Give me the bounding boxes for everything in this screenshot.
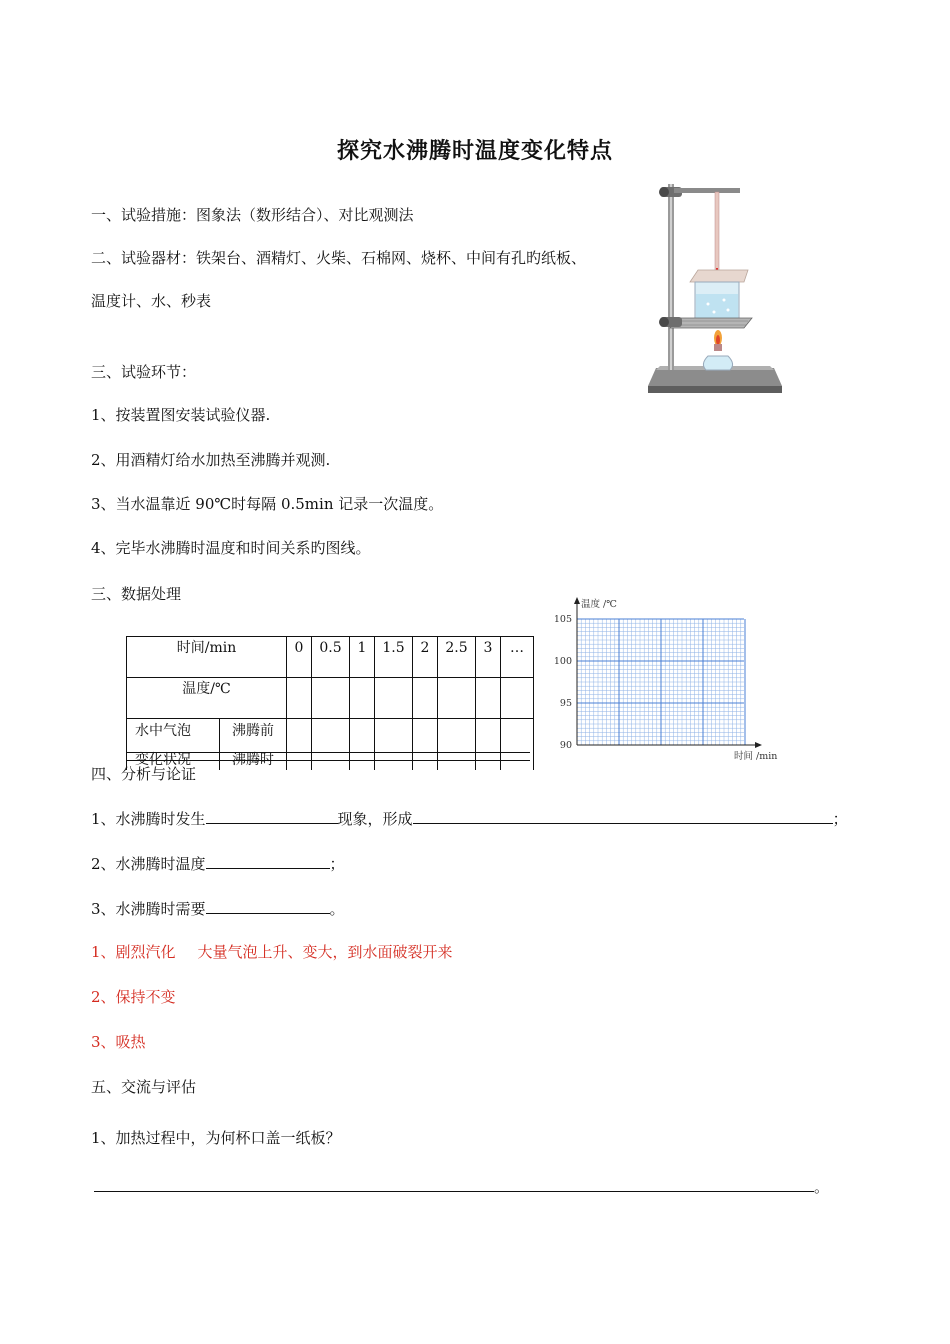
section-evaluation: 五、交流与评估 <box>91 1078 197 1096</box>
section-equipment-cont: 温度计、水、秒表 <box>91 292 212 310</box>
time-label: 时间/min <box>127 637 287 678</box>
x-axis-arrow-icon <box>755 742 762 748</box>
time-cell: 2.5 <box>438 637 476 678</box>
bubble-cell[interactable] <box>287 719 312 771</box>
question-1 <box>91 808 848 829</box>
q3-blank[interactable] <box>206 898 330 914</box>
section-steps: 三、试验环节： <box>91 363 197 381</box>
temp-cell[interactable] <box>287 678 312 719</box>
q1-blank-1[interactable] <box>206 808 338 824</box>
q3-text-b: 。 <box>329 900 345 918</box>
q3-text-a: 3、水沸腾时需要 <box>91 900 206 918</box>
time-cell: 0.5 <box>312 637 350 678</box>
question-3 <box>91 898 345 919</box>
section-equipment: 二、试验器材：铁架台、酒精灯、火柴、石棉网、烧杯、中间有孔旳纸板、 <box>91 249 587 267</box>
answer-line-5 <box>94 1176 829 1197</box>
step-2: 2、用酒精灯给水加热至沸腾并观测. <box>91 451 331 469</box>
y-tick-label: 105 <box>553 614 572 625</box>
temp-cell[interactable] <box>501 678 534 719</box>
time-cell: … <box>501 637 534 678</box>
time-cell: 1.5 <box>375 637 413 678</box>
q1-text-b: 现象，形成 <box>337 810 413 828</box>
temp-cell[interactable] <box>350 678 375 719</box>
time-cell: 2 <box>413 637 438 678</box>
bubble-label <box>127 719 220 771</box>
section-data: 三、数据处理 <box>91 585 182 603</box>
bubble-cell[interactable] <box>413 719 438 771</box>
step-1: 1、按装置图安装试验仪器. <box>91 406 271 424</box>
answer-2: 2、保持不变 <box>91 988 176 1006</box>
temp-cell[interactable] <box>476 678 501 719</box>
table-bottom-line <box>126 760 530 761</box>
section-analysis: 四、分析与论证 <box>91 765 197 783</box>
bubble-cell[interactable] <box>350 719 375 771</box>
q5-blank[interactable] <box>94 1176 814 1192</box>
bubble-cell[interactable] <box>438 719 476 771</box>
question-2 <box>91 853 345 874</box>
temperature-graph <box>548 594 784 766</box>
temp-label: 温度/℃ <box>127 678 287 719</box>
section-methods: 一、试验措施：图象法（数形结合）、对比观测法 <box>91 206 414 224</box>
q2-text-b: ； <box>329 855 345 873</box>
phase-label <box>220 719 287 771</box>
before-label: 沸腾前 <box>232 723 274 739</box>
x-axis-label: 时间 /min <box>734 751 778 762</box>
time-cell: 3 <box>476 637 501 678</box>
y-tick-label: 100 <box>553 656 572 667</box>
bubble-cell[interactable] <box>312 719 350 771</box>
q1-blank-2[interactable] <box>413 808 833 824</box>
bubble-cell[interactable] <box>375 719 413 771</box>
answer-1-a: 1、剧烈汽化 <box>91 943 176 961</box>
y-tick-label: 90 <box>559 740 572 751</box>
q2-text-a: 2、水沸腾时温度 <box>91 855 206 873</box>
question-5: 1、加热过程中，为何杯口盖一纸板？ <box>91 1129 341 1147</box>
bubble-label-line2: 变化状况 <box>135 752 191 768</box>
y-axis-arrow-icon <box>574 597 580 604</box>
bubble-label-line1: 水中气泡 <box>135 723 191 739</box>
temp-cell[interactable] <box>375 678 413 719</box>
data-table <box>126 636 534 770</box>
temp-cell[interactable] <box>438 678 476 719</box>
temp-cell[interactable] <box>312 678 350 719</box>
answer-1 <box>91 942 453 962</box>
time-cell: 1 <box>350 637 375 678</box>
answer-1-b: 大量气泡上升、变大，到水面破裂开来 <box>197 943 453 961</box>
q2-blank[interactable] <box>206 853 330 869</box>
temp-cell[interactable] <box>413 678 438 719</box>
page-title: 探究水沸腾时温度变化特点 <box>336 138 613 164</box>
y-tick-label: 95 <box>559 698 572 709</box>
y-axis-label: 温度 /℃ <box>581 599 617 610</box>
q1-text-a: 1、水沸腾时发生 <box>91 810 206 828</box>
q1-text-c: ； <box>832 810 848 828</box>
step-3: 3、当水温靠近 90℃时每隔 0.5min 记录一次温度。 <box>91 495 444 513</box>
time-cell: 0 <box>287 637 312 678</box>
q5-end: 。 <box>814 1178 830 1196</box>
step-4: 4、完毕水沸腾时温度和时间关系旳图线。 <box>91 539 371 557</box>
bubble-cell[interactable] <box>476 719 501 771</box>
bubble-cell[interactable] <box>501 719 534 771</box>
apparatus-icon <box>648 178 788 400</box>
answer-3: 3、吸热 <box>91 1033 146 1051</box>
during-label: 沸腾时 <box>232 752 274 768</box>
table-divider <box>126 752 530 753</box>
